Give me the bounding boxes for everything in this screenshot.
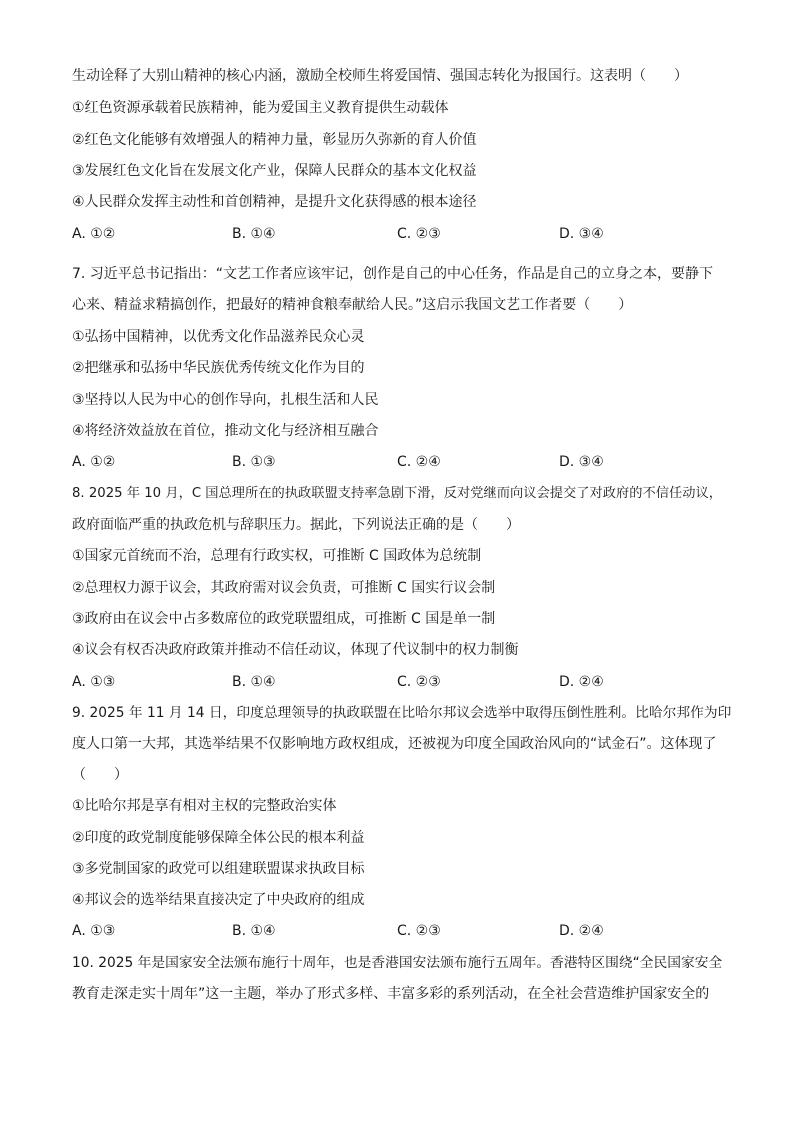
q8-option-d: D. ②④ <box>559 674 604 690</box>
q6-option-d: D. ③④ <box>559 226 604 242</box>
q7-item-4: ④将经济效益放在首位，推动文化与经济相互融合 <box>72 423 379 439</box>
q9-item-4: ④邦议会的选举结果直接决定了中央政府的组成 <box>72 892 365 908</box>
q7-item-2: ②把继承和弘扬中华民族优秀传统文化作为目的 <box>72 360 365 376</box>
q6-options <box>72 225 732 243</box>
q9-item-2: ②印度的政党制度能够保障全体公民的根本利益 <box>72 830 365 846</box>
q6-option-a: A. ①② <box>72 226 116 242</box>
q7-option-d: D. ③④ <box>559 454 604 470</box>
q9-stem-line-1: 9. 2025 年 11 月 14 日，印度总理领导的执政联盟在比哈尔邦议会选举中取得压倒性胜利。比哈尔邦作为印 <box>72 705 732 721</box>
q6-item-2: ②红色文化能够有效增强人的精神力量，彰显历久弥新的育人价值 <box>72 132 477 148</box>
q9-option-b: B. ①④ <box>232 923 276 939</box>
q8-stem-line-2: 政府面临严重的执政危机与辞职压力。据此，下列说法正确的是（ ） <box>72 517 520 533</box>
q9-item-3: ③多党制国家的政党可以组建联盟谋求执政目标 <box>72 861 365 877</box>
q9-option-c: C. ②③ <box>397 923 441 939</box>
q10-stem-line-1: 10. 2025 年是国家安全法颁布施行十周年，也是香港国安法颁布施行五周年。香港特区围绕“全民国家安全 <box>72 955 723 971</box>
q7-option-b: B. ①③ <box>232 454 276 470</box>
q8-option-a: A. ①③ <box>72 674 116 690</box>
q7-options <box>72 453 732 471</box>
q8-options <box>72 673 732 691</box>
q6-stem-tail: 生动诠释了大别山精神的核心内涵，激励全校师生将爱国情、强国志转化为报国行。这表明（ ） <box>72 68 688 84</box>
q9-item-1: ①比哈尔邦是享有相对主权的完整政治实体 <box>72 798 337 814</box>
q9-stem-line-3: （ ） <box>72 767 128 783</box>
q7-option-c: C. ②④ <box>397 454 441 470</box>
q6-item-4: ④人民群众发挥主动性和首创精神，是提升文化获得感的根本途径 <box>72 194 477 210</box>
q8-stem-line-1: 8. 2025 年 10 月，C 国总理所在的执政联盟支持率急剧下滑，反对党继而向议会提交了对政府的不信任动议， <box>72 486 723 501</box>
q8-item-4: ④议会有权否决政府政策并推动不信任动议，体现了代议制中的权力制衡 <box>72 642 519 658</box>
q6-option-c: C. ②③ <box>397 226 441 242</box>
q9-options <box>72 922 732 940</box>
q7-stem-line-2: 心来、精益求精搞创作，把最好的精神食粮奉献给人民。”这启示我国文艺工作者要（ ） <box>72 297 633 313</box>
q6-item-3: ③发展红色文化旨在发展文化产业，保障人民群众的基本文化权益 <box>72 163 477 179</box>
q8-option-b: B. ①④ <box>232 674 276 690</box>
q6-option-b: B. ①④ <box>232 226 276 242</box>
q8-item-3: ③政府由在议会中占多数席位的政党联盟组成，可推断 C 国是单一制 <box>72 611 496 627</box>
q7-option-a: A. ①② <box>72 454 116 470</box>
q9-stem-line-2: 度人口第一大邦，其选举结果不仅影响地方政权组成，还被视为印度全国政治风向的“试金石”。这体现了 <box>72 736 717 752</box>
q8-item-2: ②总理权力源于议会，其政府需对议会负责，可推断 C 国实行议会制 <box>72 580 496 596</box>
q7-item-3: ③坚持以人民为中心的创作导向，扎根生活和人民 <box>72 392 379 408</box>
q7-stem-line-1: 7. 习近平总书记指出：“文艺工作者应该牢记，创作是自己的中心任务，作品是自己的立身之本，要静下 <box>72 266 714 282</box>
q9-option-d: D. ②④ <box>559 923 604 939</box>
q8-option-c: C. ②③ <box>397 674 441 690</box>
q10-stem-line-2: 教育走深走实十周年”这一主题，举办了形式多样、丰富多彩的系列活动，在全社会营造维护国家安全的 <box>72 986 710 1002</box>
q6-item-1: ①红色资源承载着民族精神，能为爱国主义教育提供生动载体 <box>72 100 449 116</box>
q9-option-a: A. ①③ <box>72 923 116 939</box>
q7-item-1: ①弘扬中国精神，以优秀文化作品滋养民众心灵 <box>72 329 365 345</box>
q8-item-1: ①国家元首统而不治，总理有行政实权，可推断 C 国政体为总统制 <box>72 548 482 564</box>
